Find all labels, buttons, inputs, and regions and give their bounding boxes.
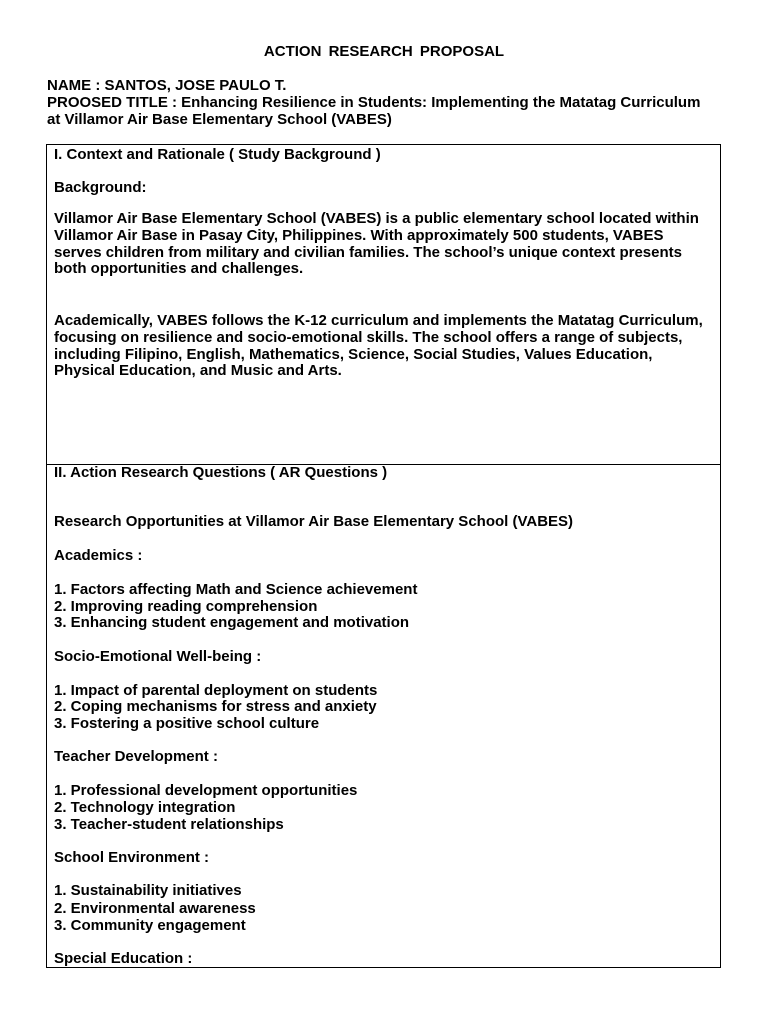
list-item: 1. Professional development opportunities xyxy=(54,782,358,799)
group-label-teacher-development: Teacher Development : xyxy=(54,748,218,765)
list-item: 3. Teacher-student relationships xyxy=(54,816,284,833)
list-item: 1. Sustainability initiatives xyxy=(54,882,242,899)
list-item: 2. Improving reading comprehension xyxy=(54,598,318,615)
group-label-academics: Academics : xyxy=(54,547,143,564)
group-label-special-education: Special Education : xyxy=(54,950,193,967)
list-item: 3. Enhancing student engagement and motivation xyxy=(54,614,410,631)
proposed-title-line-2: at Villamor Air Base Elementary School (VABES) xyxy=(47,111,392,128)
author-name: NAME : SANTOS, JOSE PAULO T. xyxy=(47,77,287,94)
list-item: 2. Coping mechanisms for stress and anxiety xyxy=(54,698,377,715)
list-item: 3. Fostering a positive school culture xyxy=(54,715,320,732)
section-subheading: Research Opportunities at Villamor Air Base Elementary School (VABES) xyxy=(54,513,574,530)
section-heading: I. Context and Rationale ( Study Background ) xyxy=(54,146,381,163)
section-context-rationale xyxy=(46,144,721,465)
background-paragraph-1: Villamor Air Base Elementary School (VABES) is a public elementary school located within Villamor Air Base in Pasay City, Philippines. With approximately 500 students, VABES serves children from military and civilian families. The school’s unique context presents both opportunities and challenges. xyxy=(54,210,699,278)
section-subheading: Background: xyxy=(54,179,147,196)
section-research-questions xyxy=(46,463,721,968)
document-title: ACTION RESEARCH PROPOSAL xyxy=(263,43,505,60)
group-label-socio-emotional: Socio-Emotional Well-being : xyxy=(54,648,262,665)
list-item: 2. Environmental awareness xyxy=(54,900,256,917)
list-item: 1. Impact of parental deployment on students xyxy=(54,682,378,699)
list-item: 3. Community engagement xyxy=(54,917,246,934)
proposed-title-line-1: PROOSED TITLE : Enhancing Resilience in Students: Implementing the Matatag Curriculum xyxy=(47,94,701,111)
background-paragraph-2: Academically, VABES follows the K-12 curriculum and implements the Matatag Curriculum, focusing on resilience and socio-emotional skills. The school offers a range of subjects, including Filipino, English, Mathematics, Science, Social Studies, Values Education, Physical Education, and Music and Arts. xyxy=(54,312,703,380)
section-heading: II. Action Research Questions ( AR Questions ) xyxy=(54,464,388,481)
list-item: 1. Factors affecting Math and Science achievement xyxy=(54,581,418,598)
group-label-school-environment: School Environment : xyxy=(54,849,210,866)
list-item: 2. Technology integration xyxy=(54,799,236,816)
